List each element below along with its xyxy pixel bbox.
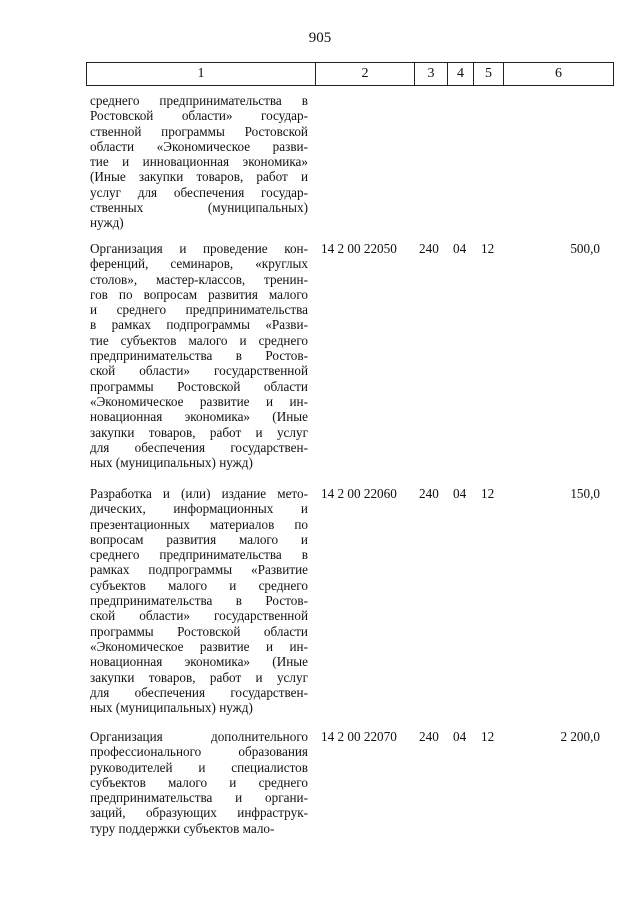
description-line: гов по вопросам развития малого: [90, 286, 308, 302]
description-line: для обеспечения государствен-: [90, 684, 308, 700]
description-line: субъектов малого и среднего: [90, 577, 308, 593]
description-line: ственной программы Ростовской: [90, 123, 308, 139]
row-pr: 12: [481, 241, 495, 256]
row-rz: 04: [453, 729, 467, 744]
description-line: предпринимательства и органи-: [90, 790, 308, 806]
description-line: ственных (муниципальных): [90, 200, 308, 216]
table-row: [90, 93, 604, 231]
description-line: профессионального образования: [90, 744, 308, 760]
description-line: руководителей и специалистов: [90, 759, 308, 775]
table-row: [90, 729, 604, 836]
row-code: 14 2 00 22060: [321, 486, 397, 501]
description-line: заций, образующих инфраструк-: [90, 805, 308, 821]
header-col-2: 2: [315, 63, 414, 85]
description-line: Разработка и (или) издание мето-: [90, 486, 308, 501]
row-description: [90, 729, 308, 836]
description-line: закупки товаров, работ и услуг: [90, 424, 308, 440]
description-line: и среднего предпринимательства: [90, 302, 308, 318]
description-line: нужд): [90, 215, 124, 231]
row-description: [90, 241, 308, 470]
description-line: среднего предпринимательства в: [90, 547, 308, 563]
description-line: туру поддержки субъектов мало-: [90, 820, 275, 836]
description-line: области «Экономическое разви-: [90, 138, 308, 154]
header-col-5: 5: [473, 63, 503, 85]
row-description: [90, 486, 308, 715]
description-line: для обеспечения государствен-: [90, 439, 308, 455]
table-row: [90, 241, 604, 470]
description-line: Организация дополнительного: [90, 729, 308, 744]
row-vr: 240: [419, 241, 439, 256]
description-line: «Экономическое развитие и ин-: [90, 393, 308, 409]
description-line: программы Ростовской области: [90, 623, 308, 639]
description-line: ференций, семинаров, «круглых: [90, 256, 308, 272]
description-line: в рамках подпрограммы «Разви-: [90, 317, 308, 333]
row-amount: 500,0: [570, 241, 600, 256]
header-col-6: 6: [503, 63, 613, 85]
header-col-3: 3: [414, 63, 447, 85]
row-vr: 240: [419, 729, 439, 744]
row-rz: 04: [453, 241, 467, 256]
description-line: новационная экономика» (Иные: [90, 409, 308, 425]
table-row: [90, 486, 604, 715]
page-number: 905: [308, 30, 332, 46]
description-line: субъектов малого и среднего: [90, 774, 308, 790]
row-amount: 2 200,0: [560, 729, 600, 744]
row-description: [90, 93, 308, 231]
header-col-1: 1: [197, 66, 205, 81]
description-line: программы Ростовской области: [90, 378, 308, 394]
description-line: (Иные закупки товаров, работ и: [90, 169, 308, 185]
row-pr: 12: [481, 486, 495, 501]
description-line: презентационных материалов по: [90, 516, 308, 532]
description-line: предпринимательства в Ростов-: [90, 593, 308, 609]
table-header: [86, 62, 614, 86]
row-rz: 04: [453, 486, 467, 501]
description-line: Организация и проведение кон-: [90, 241, 308, 256]
description-line: столов», мастер-классов, тренин-: [90, 271, 308, 287]
description-line: услуг для обеспечения государ-: [90, 184, 308, 200]
description-line: тие субъектов малого и среднего: [90, 332, 308, 348]
description-line: закупки товаров, работ и услуг: [90, 669, 308, 685]
description-line: среднего предпринимательства в: [90, 93, 308, 108]
row-amount: 150,0: [570, 486, 600, 501]
row-pr: 12: [481, 729, 495, 744]
description-line: Ростовской области» государ-: [90, 108, 308, 124]
description-line: предпринимательства в Ростов-: [90, 348, 308, 364]
description-line: ных (муниципальных) нужд): [90, 455, 253, 471]
row-code: 14 2 00 22050: [321, 241, 397, 256]
description-line: новационная экономика» (Иные: [90, 654, 308, 670]
row-vr: 240: [419, 486, 439, 501]
header-col-4: 4: [447, 63, 473, 85]
description-line: дических, информационных и: [90, 501, 308, 517]
description-line: ской области» государственной: [90, 363, 308, 379]
description-line: тие и инновационная экономика»: [90, 154, 308, 170]
description-line: «Экономическое развитие и ин-: [90, 638, 308, 654]
description-line: ных (муниципальных) нужд): [90, 700, 253, 716]
description-line: вопросам развития малого и: [90, 531, 308, 547]
row-code: 14 2 00 22070: [321, 729, 397, 744]
description-line: ской области» государственной: [90, 608, 308, 624]
description-line: рамках подпрограммы «Развитие: [90, 562, 308, 578]
